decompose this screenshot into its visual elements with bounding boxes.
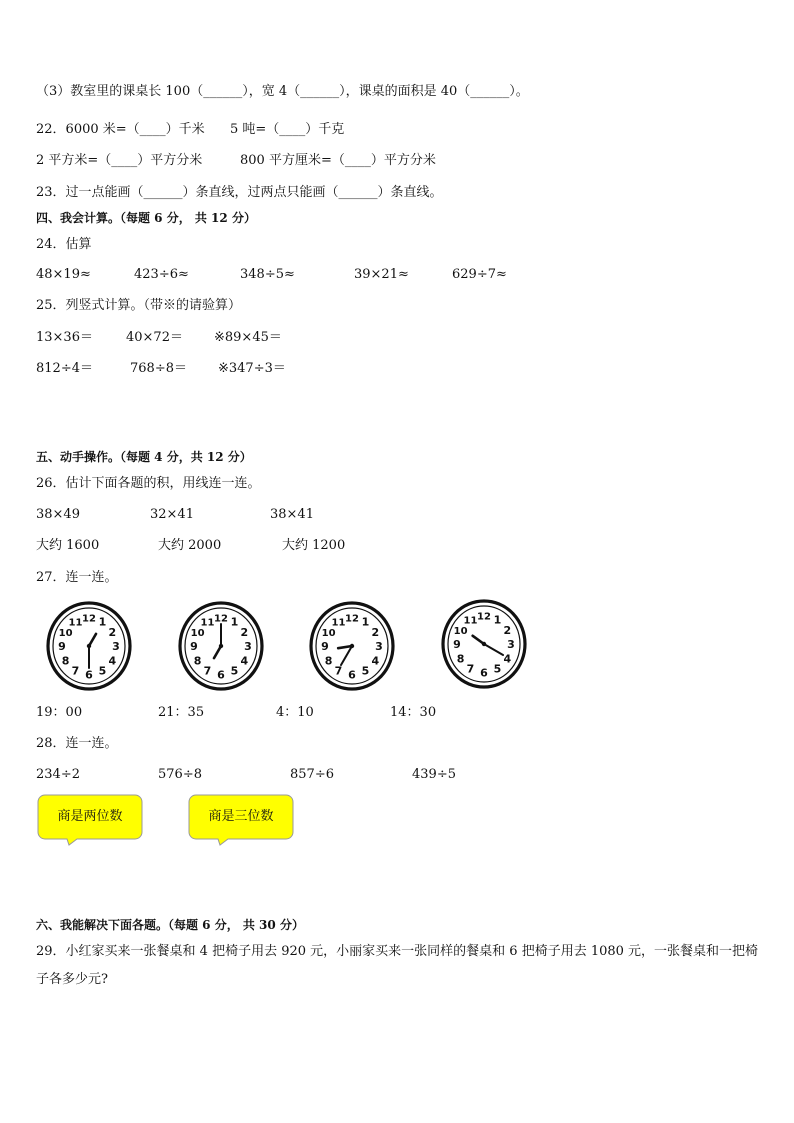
clock-center [87, 644, 91, 648]
clock-numeral: 9 [453, 638, 461, 651]
clock-numeral: 1 [493, 613, 502, 627]
clock-numeral: 4 [240, 654, 249, 668]
clock-numeral: 8 [456, 652, 465, 666]
bubble-three-digit [188, 794, 294, 846]
clock-center [482, 642, 486, 646]
section-5-heading: 五、动手操作。（每题 4 分，共 12 分） [36, 450, 252, 464]
clock-numeral: 1 [230, 615, 239, 629]
clock-numeral: 6 [85, 668, 93, 682]
clock-numeral: 12 [214, 613, 228, 625]
clock-numeral: 2 [371, 625, 380, 639]
clock-numeral: 3 [244, 640, 252, 653]
q22-convert-sqm: 2 平方米=（____）平方分米 [36, 153, 203, 168]
clock-numeral: 12 [82, 613, 96, 625]
clock-center [219, 644, 223, 648]
product-expr: 32×41 [150, 507, 194, 522]
clock-face-4 [441, 599, 527, 689]
section-4-heading: 四、我会计算。（每题 6 分， 共 12 分） [36, 211, 256, 225]
q26-title: 26．估计下面各题的积，用线连一连。 [36, 476, 261, 491]
clock-numeral: 2 [503, 623, 512, 637]
clock-numeral: 3 [507, 638, 515, 651]
clock-numeral: 7 [71, 664, 80, 678]
clock-numeral: 3 [112, 640, 120, 653]
estimate-answer: 大约 1600 [36, 538, 100, 553]
calc-item: 812÷4＝ [36, 361, 93, 376]
clock-numeral: 7 [334, 664, 343, 678]
clock-numeral: 11 [200, 617, 215, 629]
q24-title: 24．估算 [36, 237, 92, 252]
division-expr: 857÷6 [290, 767, 334, 782]
clock-numeral: 6 [480, 666, 488, 680]
bubble-two-digit [37, 794, 143, 846]
bubble-label: 商是两位数 [57, 809, 123, 824]
clock-numeral: 6 [217, 668, 225, 682]
clock-face-1 [46, 601, 132, 691]
division-expr: 234÷2 [36, 767, 80, 782]
clock-numeral: 11 [463, 615, 478, 627]
clock-numeral: 6 [348, 668, 356, 682]
estimate-item: 423÷6≈ [134, 267, 189, 282]
product-expr: 38×49 [36, 507, 80, 522]
calc-item: ※89×45＝ [214, 330, 282, 345]
clock-numeral: 7 [203, 664, 212, 678]
clock-numeral: 8 [61, 654, 70, 668]
q22-convert-km: 22．6000 米=（____）千米 [36, 122, 205, 137]
clock-numeral: 7 [466, 662, 475, 676]
q27-title: 27．连一连。 [36, 570, 118, 585]
division-expr: 439÷5 [412, 767, 456, 782]
estimate-item: 348÷5≈ [240, 267, 295, 282]
clock-numeral: 8 [193, 654, 202, 668]
time-label: 19：00 [36, 705, 83, 720]
time-label: 14：30 [390, 705, 437, 720]
clock-numeral: 8 [324, 654, 333, 668]
estimate-answer: 大约 1200 [282, 538, 346, 553]
clock-numeral: 5 [361, 664, 370, 678]
clock-numeral: 2 [108, 625, 117, 639]
product-expr: 38×41 [270, 507, 314, 522]
clock-numeral: 9 [58, 640, 66, 653]
calc-item: 768÷8＝ [130, 361, 187, 376]
q28-title: 28．连一连。 [36, 736, 118, 751]
calc-item: 40×72＝ [126, 330, 183, 345]
bubble-label: 商是三位数 [208, 809, 274, 824]
clock-numeral: 10 [58, 627, 73, 639]
clock-numeral: 11 [68, 617, 83, 629]
clock-center [350, 644, 354, 648]
q21-3-line: （3）教室里的课桌长 100（______），宽 4（______），课桌的面积是 40（______）。 [36, 84, 529, 99]
q22-convert-sqcm: 800 平方厘米=（____）平方分米 [240, 153, 436, 168]
section-6-heading: 六、我能解决下面各题。（每题 6 分， 共 30 分） [36, 918, 304, 932]
clock-numeral: 4 [371, 654, 380, 668]
clock-numeral: 1 [98, 615, 107, 629]
q25-title: 25．列竖式计算。（带※的请验算） [36, 298, 242, 313]
q22-convert-kg: 5 吨=（____）千克 [230, 122, 345, 137]
q23-line: 23．过一点能画（______）条直线，过两点只能画（______）条直线。 [36, 185, 443, 200]
clock-numeral: 4 [503, 652, 512, 666]
estimate-answer: 大约 2000 [158, 538, 222, 553]
estimate-item: 39×21≈ [354, 267, 409, 282]
calc-item: 13×36＝ [36, 330, 93, 345]
clock-numeral: 5 [493, 662, 502, 676]
clock-numeral: 9 [321, 640, 329, 653]
q29-text: 29．小红家买来一张餐桌和 4 把椅子用去 920 元，小丽家买来一张同样的餐桌和 6 把椅子用去 1080 元，一张餐桌和一把椅子各多少元? [36, 944, 759, 987]
time-label: 21：35 [158, 705, 205, 720]
clock-numeral: 5 [98, 664, 107, 678]
division-expr: 576÷8 [158, 767, 202, 782]
clock-face-3 [309, 601, 395, 691]
clock-numeral: 9 [190, 640, 198, 653]
clock-numeral: 4 [108, 654, 117, 668]
clock-numeral: 12 [477, 611, 491, 623]
clock-numeral: 12 [345, 613, 359, 625]
clock-numeral: 1 [361, 615, 370, 629]
clock-numeral: 10 [321, 627, 336, 639]
clock-numeral: 3 [375, 640, 383, 653]
clock-numeral: 10 [453, 625, 468, 637]
clock-face-2 [178, 601, 264, 691]
estimate-item: 629÷7≈ [452, 267, 507, 282]
clock-numeral: 2 [240, 625, 249, 639]
clock-numeral: 11 [331, 617, 346, 629]
time-label: 4：10 [276, 705, 314, 720]
clock-numeral: 10 [190, 627, 205, 639]
clock-numeral: 5 [230, 664, 239, 678]
calc-item: ※347÷3＝ [218, 361, 286, 376]
estimate-item: 48×19≈ [36, 267, 91, 282]
